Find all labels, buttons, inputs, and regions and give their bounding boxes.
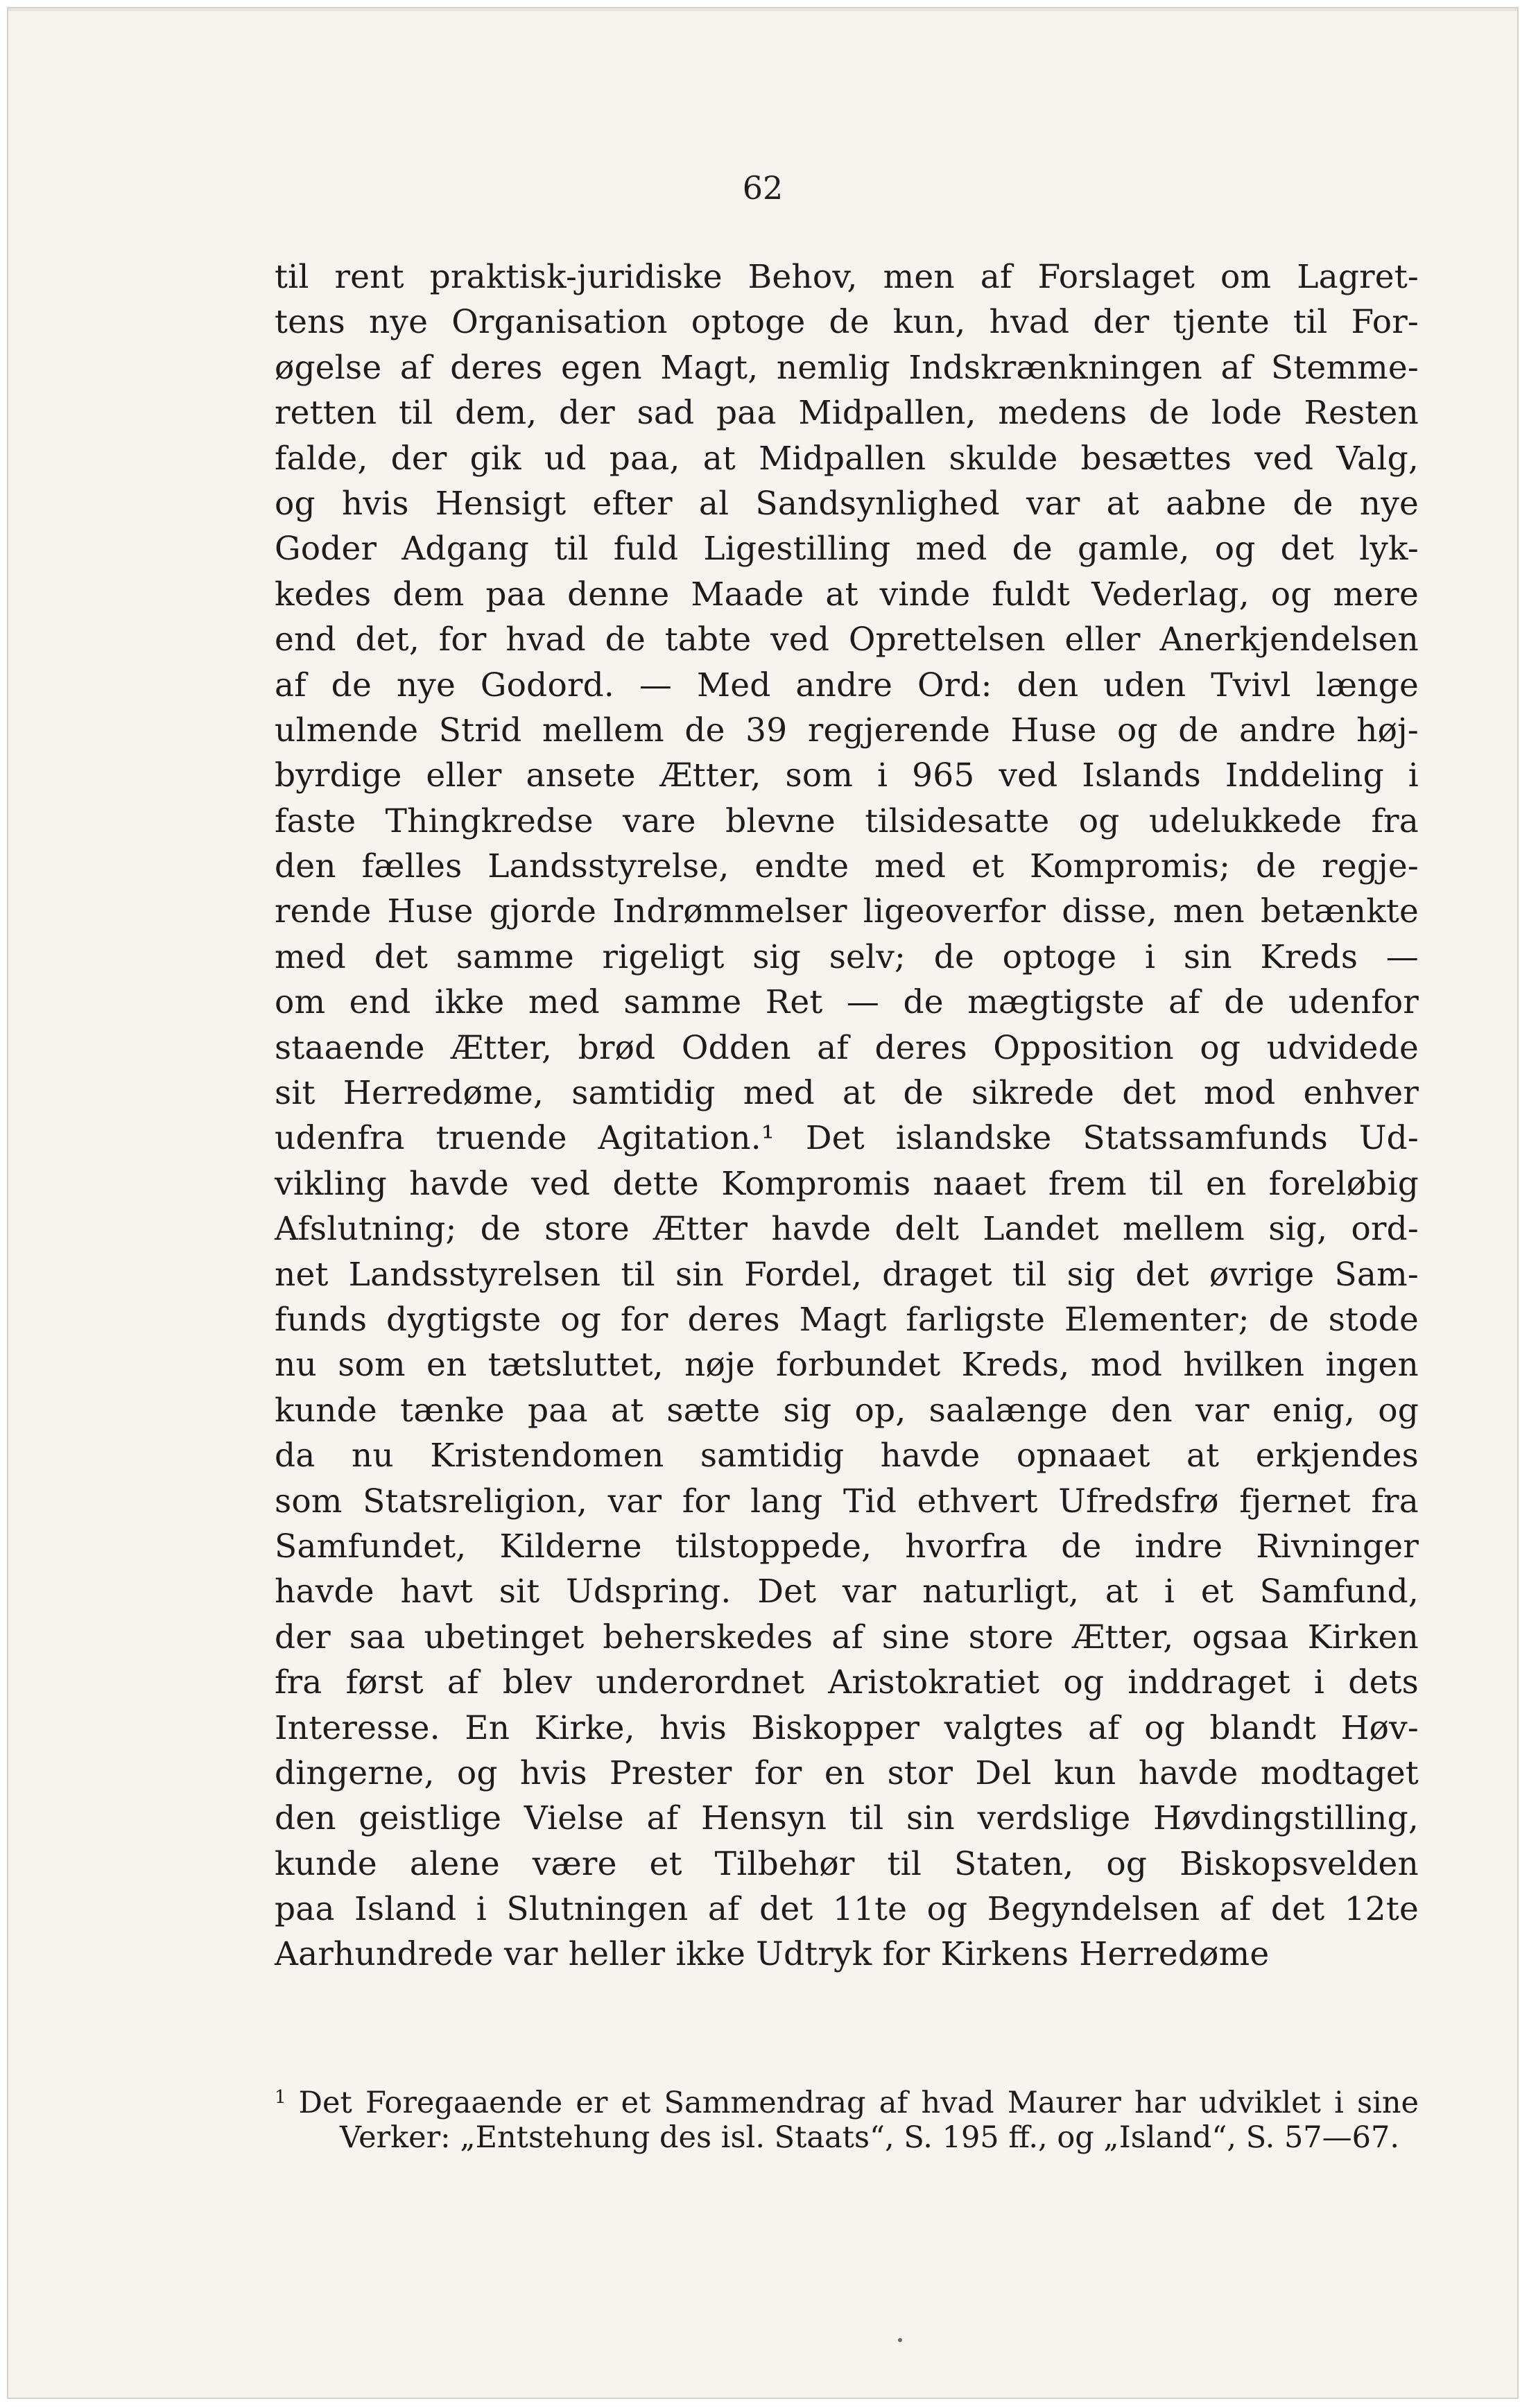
text-line: øgelse af deres egen Magt, nemlig Indskrænkningen af Stemme- <box>275 348 1419 387</box>
text-line: den geistlige Vielse af Hensyn til sin verdslige Høvdingstilling, <box>275 1799 1419 1838</box>
text-line: tens nye Organisation optoge de kun, hvad der tjente til For- <box>275 303 1419 342</box>
text-line: kedes dem paa denne Maade at vinde fuldt Vederlag, og mere <box>275 575 1419 614</box>
text-line: om end ikke med samme Ret — de mægtigste af de udenfor <box>275 983 1419 1022</box>
text-line: retten til dem, der sad paa Midpallen, medens de lode Resten <box>275 394 1419 433</box>
bottom-dot <box>898 2338 902 2342</box>
text-line: byrdige eller ansete Ætter, som i 965 ved Islands Inddeling i <box>275 756 1419 795</box>
text-line: staaende Ætter, brød Odden af deres Opposition og udvidede <box>275 1028 1419 1067</box>
text-line: havde havt sit Udspring. Det var naturligt, at i et Samfund, <box>275 1573 1419 1611</box>
text-line: Goder Adgang til fuld Ligestilling med de gamle, og det lyk- <box>275 530 1419 569</box>
text-line: kunde tænke paa at sætte sig op, saalænge den var enig, og <box>275 1391 1419 1430</box>
text-line: da nu Kristendomen samtidig havde opnaaet at erkjendes <box>275 1437 1419 1475</box>
text-line: dingerne, og hvis Prester for en stor Del kun havde modtaget <box>275 1753 1419 1792</box>
text-line: ulmende Strid mellem de 39 regjerende Huse og de andre høj- <box>275 711 1419 750</box>
text-line: faste Thingkredse vare blevne tilsidesatte og udelukkede fra <box>275 802 1419 840</box>
text-line: Samfundet, Kilderne tilstoppede, hvorfra de indre Rivninger <box>275 1527 1419 1566</box>
text-line: med det samme rigeligt sig selv; de optoge i sin Kreds — <box>275 937 1419 976</box>
footnote-marker: 1 <box>275 2087 286 2108</box>
text-line: den fælles Landsstyrelse, endte med et Kompromis; de regje- <box>275 847 1419 886</box>
text-line: Aarhundrede var heller ikke Udtryk for Kirkens Herredøme <box>275 1935 1270 1974</box>
page-top-edge <box>8 8 1517 11</box>
text-line: paa Island i Slutningen af det 11te og Begyndelsen af det 12te <box>275 1890 1419 1929</box>
text-line: falde, der gik ud paa, at Midpallen skulde besættes ved Valg, <box>275 439 1419 478</box>
text-line: rende Huse gjorde Indrømmelser ligeoverfor disse, men betænkte <box>275 892 1419 931</box>
footnote-line: Verker: „Entstehung des isl. Staats“, S. 195 ff., og „Island“, S. 57—67. <box>340 2120 1400 2155</box>
document-page <box>7 7 1519 2399</box>
text-line: sit Herredøme, samtidig med at de sikrede det mod enhver <box>275 1074 1419 1113</box>
text-line: kunde alene være et Tilbehør til Staten, og Biskopsvelden <box>275 1844 1419 1883</box>
text-line: Afslutning; de store Ætter havde delt Landet mellem sig, ord- <box>275 1210 1419 1249</box>
text-line: nu som en tætsluttet, nøje forbundet Kreds, mod hvilken ingen <box>275 1346 1419 1385</box>
body-text <box>275 254 1419 1977</box>
footnote-line <box>275 2077 1419 2120</box>
text-line: fra først af blev underordnet Aristokratiet og inddraget i dets <box>275 1663 1419 1702</box>
page-number: 62 <box>742 169 784 207</box>
text-line: som Statsreligion, var for lang Tid ethvert Ufredsfrø fjernet fra <box>275 1482 1419 1521</box>
text-line: net Landsstyrelsen til sin Fordel, draget til sig det øvrige Sam- <box>275 1255 1419 1294</box>
text-line: Interesse. En Kirke, hvis Biskopper valgtes af og blandt Høv- <box>275 1708 1419 1747</box>
footnote <box>275 2077 1419 2158</box>
text-line: af de nye Godord. — Med andre Ord: den uden Tvivl længe <box>275 666 1419 704</box>
text-line: der saa ubetinget beherskedes af sine store Ætter, ogsaa Kirken <box>275 1618 1419 1656</box>
footnote-text: Det Foregaaende er et Sammendrag af hvad Maurer har udviklet i sine <box>298 2086 1419 2120</box>
text-line: udenfra truende Agitation.¹ Det islandske Statssamfunds Ud- <box>275 1119 1419 1158</box>
text-line: til rent praktisk-juridiske Behov, men af Forslaget om Lagret- <box>275 258 1419 296</box>
text-line: og hvis Hensigt efter al Sandsynlighed var at aabne de nye <box>275 484 1419 523</box>
text-line: vikling havde ved dette Kompromis naaet frem til en foreløbig <box>275 1164 1419 1203</box>
text-line: end det, for hvad de tabte ved Oprettelsen eller Anerkjendelsen <box>275 621 1419 659</box>
text-line: funds dygtigste og for deres Magt farligste Elementer; de stode <box>275 1300 1419 1339</box>
